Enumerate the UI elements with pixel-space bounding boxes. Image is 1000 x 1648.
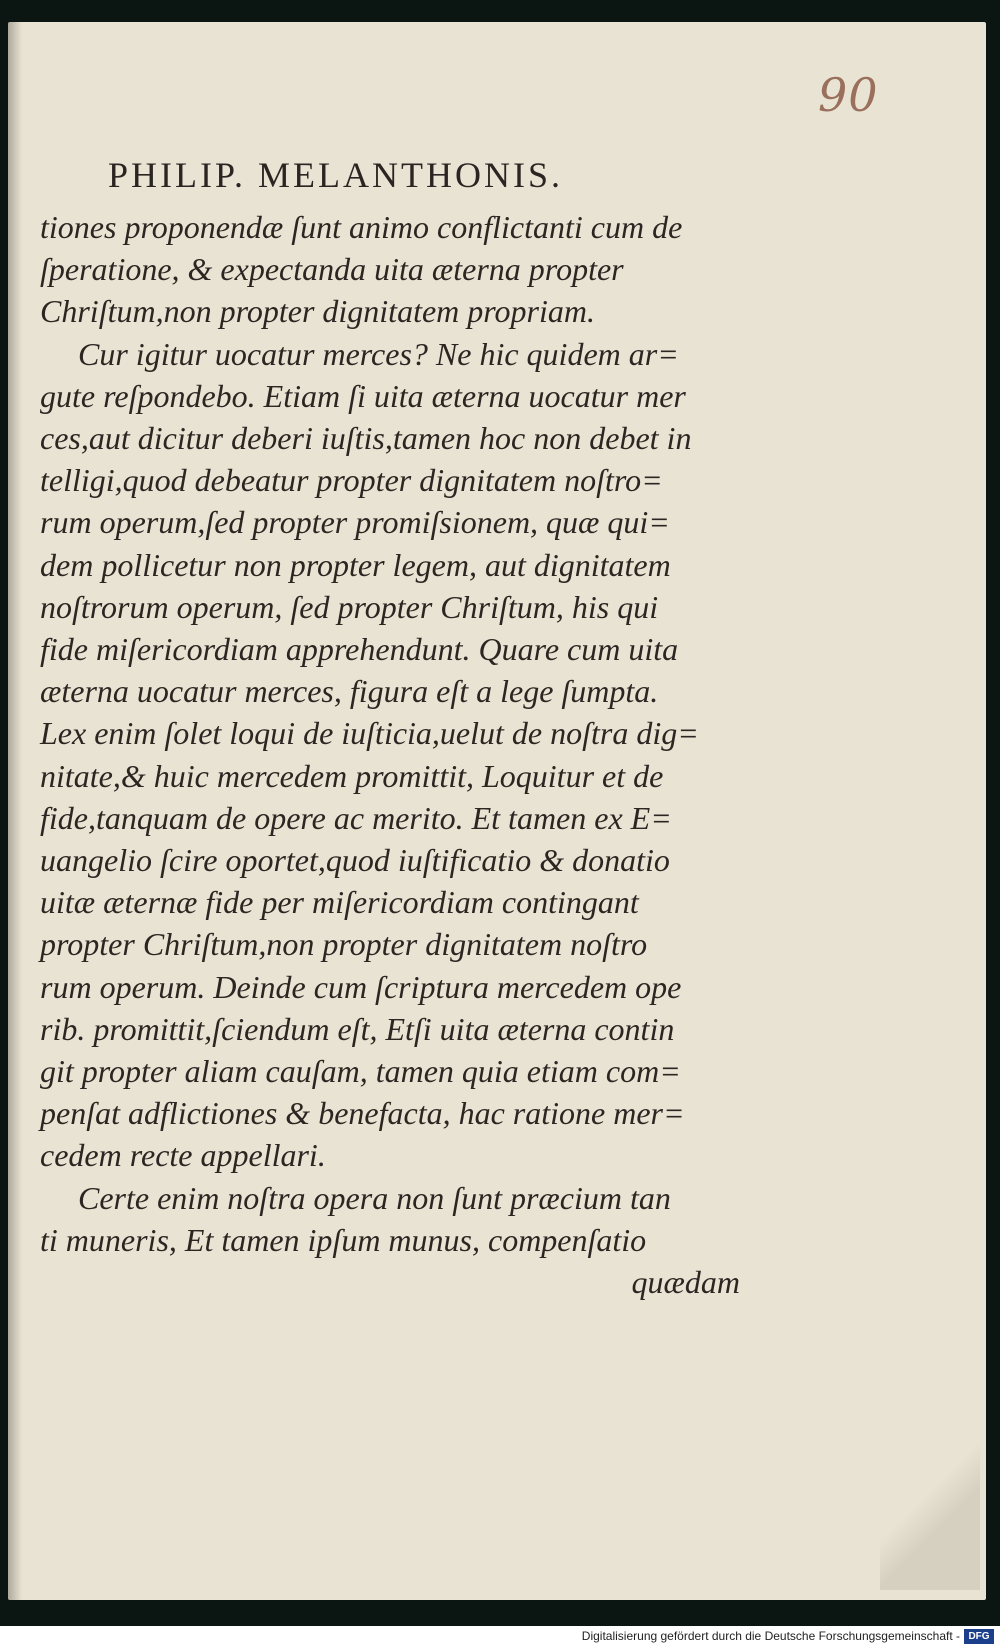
text-line: Certe enim noſtra opera non ſunt præcium tan (78, 1179, 671, 1216)
page-corner-fold (880, 1440, 980, 1590)
catchword: quædam (631, 1264, 740, 1301)
footer-bar (0, 1626, 1000, 1648)
text-line: rum operum,ſed propter promiſsionem, quæ qui= (40, 504, 670, 541)
folio-number: 90 (818, 68, 879, 122)
text-line: Cur igitur uocatur merces? Ne hic quidem ar= (78, 335, 679, 372)
text-line: Lex enim ſolet loqui de iuſticia,uelut de noſtra dig= (40, 715, 699, 752)
text-line: propter Chriſtum,non propter dignitatem noſtro (40, 926, 648, 963)
text-line: dem pollicetur non propter legem, aut dignitatem (40, 546, 671, 583)
text-line: rib. promittit,ſciendum eſt, Etſi uita æterna contin (40, 1010, 675, 1047)
text-line: fide miſericordiam apprehendunt. Quare cum uita (40, 631, 679, 668)
text-line: git propter aliam cauſam, tamen quia etiam com= (40, 1053, 681, 1090)
running-head: PHILIP. MELANTHONIS. (108, 155, 563, 195)
text-line: Chriſtum,non propter dignitatem propriam. (40, 293, 595, 330)
body-text (40, 206, 740, 1303)
page-gutter-shadow (8, 22, 22, 1600)
text-line: fide,tanquam de opere ac merito. Et tamen ex E= (40, 799, 672, 836)
text-line: ces,aut dicitur deberi iuſtis,tamen hoc non debet in (40, 420, 692, 457)
text-line: penſat adflictiones & benefacta, hac ratione mer= (40, 1095, 685, 1132)
text-line: æterna uocatur merces, figura eſt a lege ſumpta. (40, 673, 659, 710)
text-line: cedem recte appellari. (40, 1137, 326, 1174)
text-line: ſperatione, & expectanda uita æterna propter (40, 251, 624, 288)
funding-notice: Digitalisierung gefördert durch die Deutsche Forschungsgemeinschaft - (581, 1629, 960, 1643)
text-line: uitæ æternæ fide per miſericordiam contingant (40, 884, 639, 921)
text-line: noſtrorum operum, ſed propter Chriſtum, his qui (40, 588, 659, 625)
text-line: rum operum. Deinde cum ſcriptura mercedem ope (40, 968, 682, 1005)
text-line: uangelio ſcire oportet,quod iuſtificatio & donatio (40, 842, 670, 879)
text-line: nitate,& huic mercedem promittit, Loquitur et de (40, 757, 664, 794)
dfg-logo-icon[interactable]: DFG (964, 1629, 994, 1644)
text-line: gute reſpondebo. Etiam ſi uita æterna uocatur mer (40, 377, 686, 414)
text-line: tiones proponendæ ſunt animo conflictanti cum de (40, 209, 683, 245)
text-line: telligi,quod debeatur propter dignitatem noſtro= (40, 462, 663, 499)
text-line: ti muneris, Et tamen ipſum munus, compenſatio (40, 1221, 647, 1258)
